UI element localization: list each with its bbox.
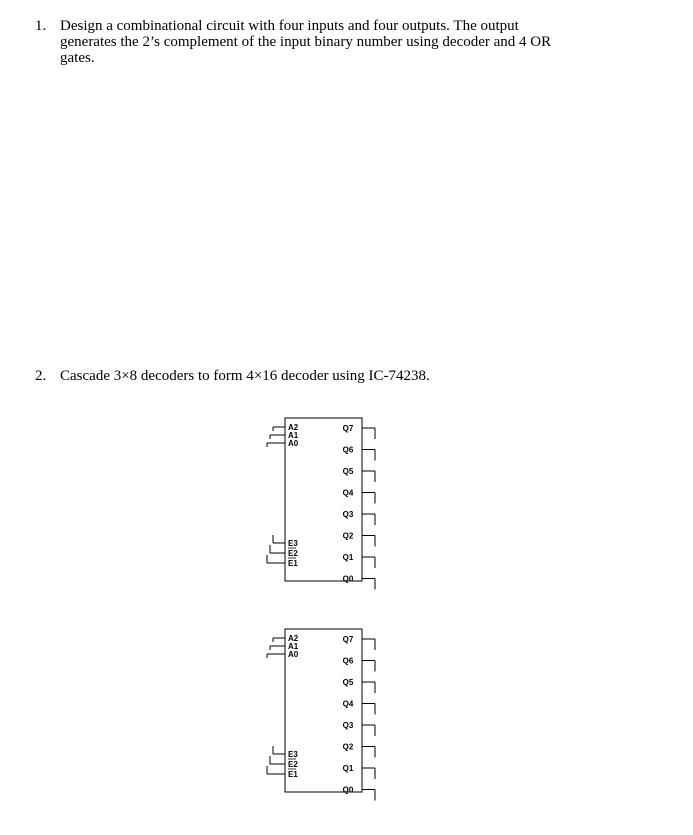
enable-input-label: E3 <box>288 539 298 548</box>
enable-input-label: E2 <box>288 549 298 558</box>
question-line: generates the 2’s complement of the input binary number using decoder and 4 OR <box>60 34 552 50</box>
enable-input-label: E1 <box>288 559 298 568</box>
output-label: Q2 <box>342 742 354 752</box>
output-label: Q5 <box>342 678 354 687</box>
decoder-ic <box>267 629 375 801</box>
output-label: Q0 <box>342 785 354 795</box>
select-input-label: A0 <box>288 439 299 448</box>
select-input-label: A2 <box>288 423 299 432</box>
output-label: Q1 <box>342 553 354 562</box>
output-label: Q6 <box>342 656 354 666</box>
question-number: 2. <box>35 368 47 384</box>
select-input-label: A1 <box>288 642 299 651</box>
question-number: 1. <box>35 18 47 34</box>
output-label: Q7 <box>342 424 354 433</box>
output-label: Q4 <box>342 699 354 709</box>
question-line: gates. <box>60 50 95 66</box>
output-label: Q1 <box>342 764 354 773</box>
select-input-label: A1 <box>288 431 299 440</box>
enable-input-label: E1 <box>288 770 298 779</box>
enable-input-label: E2 <box>288 760 298 769</box>
output-label: Q2 <box>342 531 354 541</box>
question-text: Cascade 3×8 decoders to form 4×16 decoder using IC-74238. <box>60 368 430 384</box>
select-input-label: A2 <box>288 634 299 643</box>
output-label: Q5 <box>342 467 354 476</box>
select-input-label: A0 <box>288 650 299 659</box>
output-label: Q7 <box>342 635 354 644</box>
decoder-ic <box>267 418 375 590</box>
output-label: Q3 <box>342 721 354 730</box>
output-label: Q0 <box>342 574 354 584</box>
output-label: Q4 <box>342 488 354 498</box>
question-line: Design a combinational circuit with four inputs and four outputs. The output <box>60 18 519 34</box>
output-label: Q3 <box>342 510 354 519</box>
output-label: Q6 <box>342 445 354 455</box>
enable-input-label: E3 <box>288 750 298 759</box>
